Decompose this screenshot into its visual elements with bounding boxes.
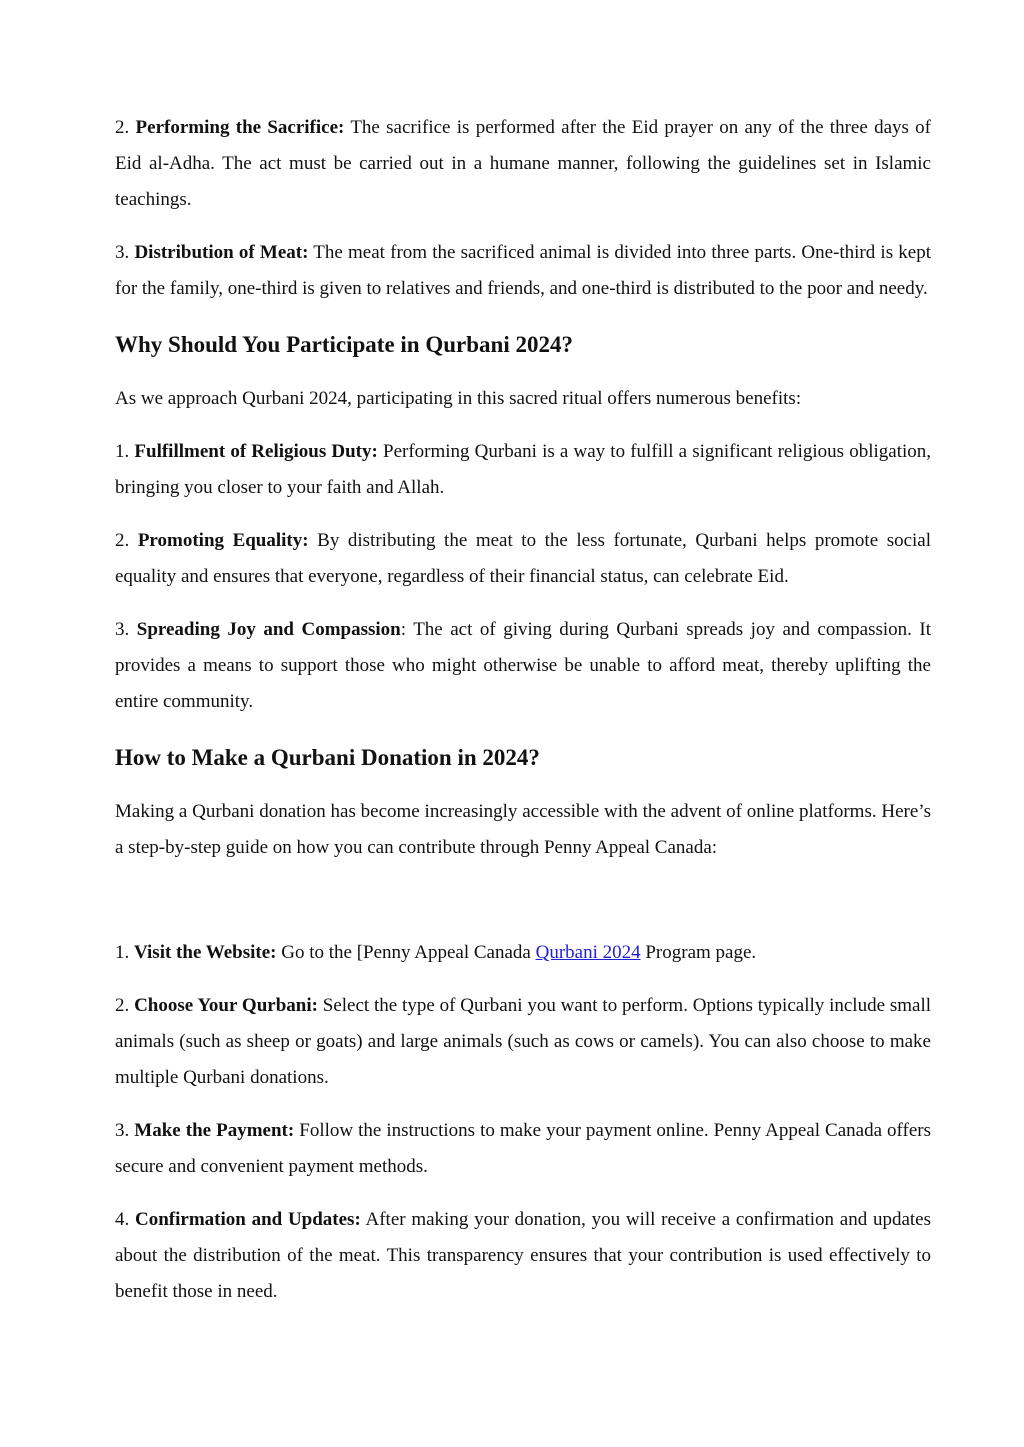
item-text: : The act of giving during Qurbani spreads joy and compassion. It provides a means to support those who might otherwise be unable to afford meat, thereby uplifting the entire community. xyxy=(115,619,931,712)
how-heading: How to Make a Qurbani Donation in 2024? xyxy=(115,745,540,770)
item-text: The sacrifice is performed after the Eid prayer on any of the three days of Eid al-Adha. The act must be carried out in a humane manner, following the guidelines set in Islamic teachings. xyxy=(115,117,932,210)
item-number: 3. xyxy=(115,619,130,640)
why-intro: As we approach Qurbani 2024, participating in this sacred ritual offers numerous benefits: xyxy=(115,388,802,409)
qurbani-2024-link[interactable]: Qurbani 2024 xyxy=(535,942,641,963)
item-text-after: Program page. xyxy=(645,942,757,963)
item-text: After making your donation, you will receive a confirmation and updates about the distribution of the meat. This transparency ensures that your contribution is used effectively to benefit those in need. xyxy=(115,1209,932,1302)
item-text: Performing Qurbani is a way to fulfill a significant religious obligation, bringing you closer to your faith and Allah. xyxy=(115,441,932,498)
item-number: 3. xyxy=(115,1120,130,1141)
why-heading: Why Should You Participate in Qurbani 2024? xyxy=(115,332,573,357)
sacrifice-item-2 xyxy=(115,110,931,218)
item-title: Performing the Sacrifice: xyxy=(135,117,345,138)
item-title: Fulfillment of Religious Duty: xyxy=(134,441,378,462)
item-number: 1. xyxy=(115,942,130,963)
item-title: Distribution of Meat: xyxy=(134,242,309,263)
item-number: 2. xyxy=(115,530,130,551)
item-text: Select the type of Qurbani you want to perform. Options typically include small animals (such as sheep or goats) and large animals (such as cows or camels). You can also choose to make multiple Qurbani donations. xyxy=(115,995,931,1088)
blank-spacer xyxy=(115,883,931,935)
sacrifice-item-3 xyxy=(115,235,931,307)
item-number: 2. xyxy=(115,995,130,1016)
document-page xyxy=(115,110,931,1327)
item-text: By distributing the meat to the less fortunate, Qurbani helps promote social equality and ensures that everyone, regardless of their financial status, can celebrate Eid. xyxy=(115,530,932,587)
item-title: Promoting Equality: xyxy=(137,530,309,551)
item-number: 2. xyxy=(115,117,130,138)
how-step-1 xyxy=(115,935,931,971)
item-number: 3. xyxy=(115,242,130,263)
item-number: 4. xyxy=(115,1209,130,1230)
item-text: Follow the instructions to make your payment online. Penny Appeal Canada offers secure and convenient payment methods. xyxy=(115,1120,932,1177)
how-step-2 xyxy=(115,988,931,1096)
item-text: The meat from the sacrificed animal is divided into three parts. One-third is kept for the family, one-third is given to relatives and friends, and one-third is distributed to the poor and needy. xyxy=(115,242,932,299)
item-number: 1. xyxy=(115,441,130,462)
why-item-3 xyxy=(115,612,931,720)
item-title: Make the Payment: xyxy=(134,1120,295,1141)
item-title: Visit the Website: xyxy=(134,942,277,963)
item-title: Spreading Joy and Compassion xyxy=(136,619,401,640)
item-text: Go to the [Penny Appeal Canada xyxy=(281,942,531,963)
why-item-1 xyxy=(115,434,931,506)
item-title: Confirmation and Updates: xyxy=(135,1209,361,1230)
item-title: Choose Your Qurbani: xyxy=(134,995,318,1016)
how-step-4 xyxy=(115,1202,931,1310)
how-step-3 xyxy=(115,1113,931,1185)
how-intro: Making a Qurbani donation has become increasingly accessible with the advent of online platforms. Here’s a step-by-step guide on how you can contribute through Penny Appeal Canada: xyxy=(115,801,931,858)
why-item-2 xyxy=(115,523,931,595)
